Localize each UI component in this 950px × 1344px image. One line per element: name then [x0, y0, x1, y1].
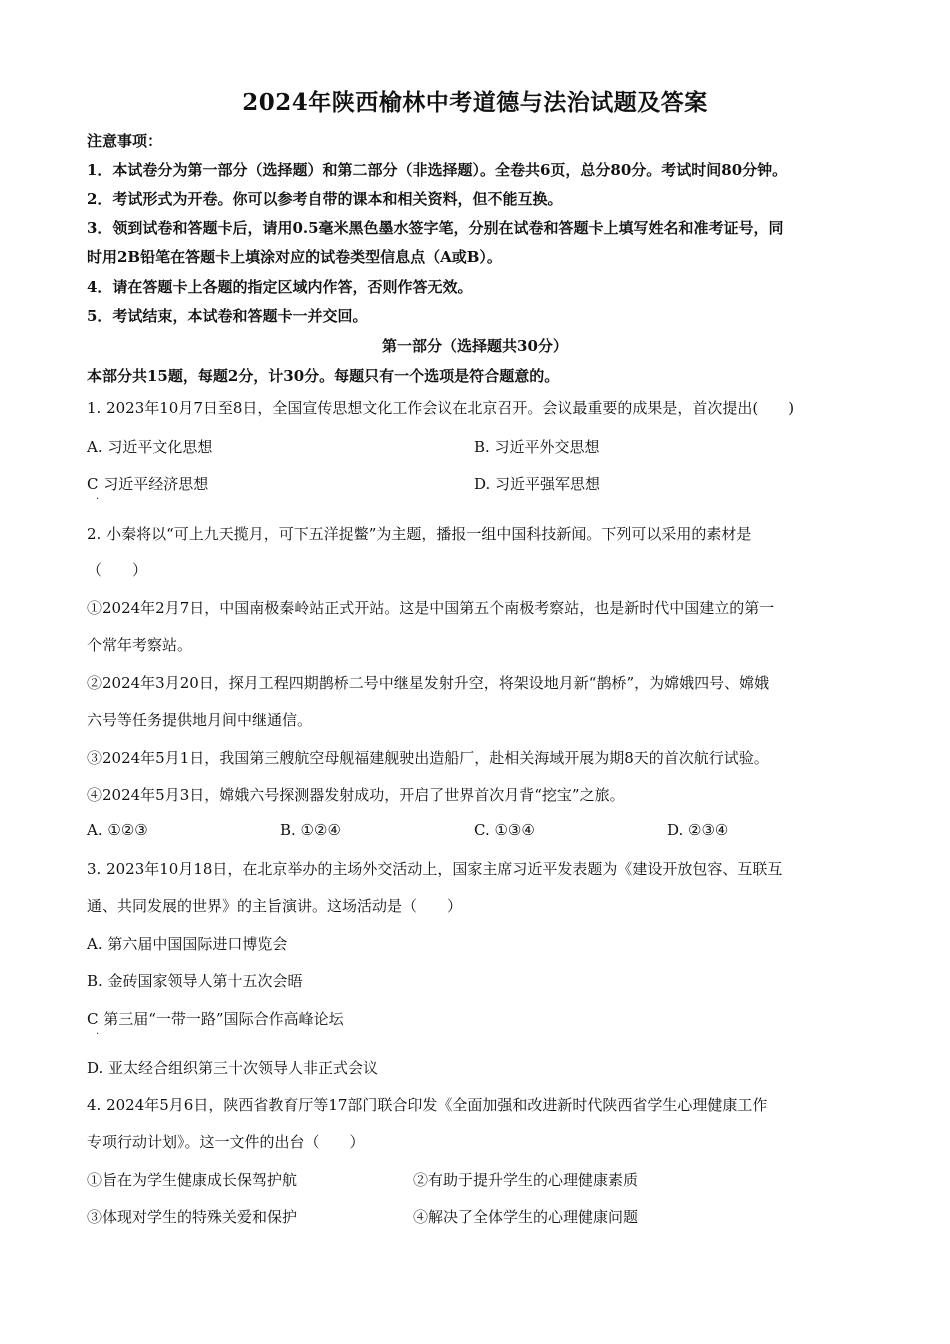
q3-stem-cont: 通、共同发展的世界》的主旨演讲。这场活动是（ ）	[87, 897, 463, 915]
stray-dot: .	[96, 491, 100, 502]
note-item-5: 5．考试结束，本试卷和答题卡一并交回。	[87, 307, 368, 325]
note-item-2: 2．考试形式为开卷。你可以参考自带的课本和相关资料，但不能互换。	[87, 190, 563, 208]
q1-option-b: B. 习近平外交思想	[474, 438, 600, 456]
q2-material-4: ④2024年5月3日，嫦娥六号探测器发射成功，开启了世界首次月背“挖宝”之旅。	[87, 786, 625, 804]
q2-stem: 2. 小秦将以“可上九天揽月，可下五洋捉鳖”为主题，播报一组中国科技新闻。下列可以采用的素材是	[87, 525, 752, 543]
q3-stem: 3. 2023年10月18日，在北京举办的主场外交活动上，国家主席习近平发表题为《建设开放包容、互联互	[87, 860, 783, 878]
notes-heading: 注意事项：	[87, 132, 163, 150]
part1-instruction: 本部分共15题，每题2分，计30分。每题只有一个选项是符合题意的。	[87, 367, 560, 385]
q1-option-a: A. 习近平文化思想	[87, 438, 213, 456]
q2-option-d: D. ②③④	[667, 821, 729, 839]
note-item-1: 1．本试卷分为第一部分（选择题）和第二部分（非选择题）。全卷共6页，总分80分。考试时间80分钟。	[87, 161, 788, 179]
q4-option-3: ③体现对学生的特殊关爱和保护	[87, 1208, 298, 1226]
q3-option-d: D. 亚太经合组织第三十次领导人非正式会议	[87, 1059, 379, 1077]
q2-stem-cont: （ ）	[87, 561, 148, 579]
q2-option-a: A. ①②③	[87, 821, 148, 839]
part1-heading: 第一部分（选择题共30分）	[382, 337, 568, 355]
q2-material-1: ①2024年2月7日，中国南极秦岭站正式开站。这是中国第五个南极考察站，也是新时代中国建立的第一	[87, 599, 775, 617]
q1-option-d: D. 习近平强军思想	[474, 475, 601, 493]
q1-option-c: C 习近平经济思想	[87, 475, 209, 493]
q4-option-1: ①旨在为学生健康成长保驾护航	[87, 1171, 298, 1189]
note-item-4: 4．请在答题卡上各题的指定区域内作答，否则作答无效。	[87, 278, 473, 296]
stray-dot: .	[96, 1026, 100, 1037]
page-title: 2024年陕西榆林中考道德与法治试题及答案	[242, 89, 708, 116]
q2-material-2-cont: 六号等任务提供地月间中继通信。	[87, 711, 313, 729]
q4-option-4: ④解决了全体学生的心理健康问题	[413, 1208, 639, 1226]
q2-material-1-cont: 个常年考察站。	[87, 636, 193, 654]
q2-material-3: ③2024年5月1日，我国第三艘航空母舰福建舰驶出造船厂，赴相关海域开展为期8天的首次航行试验。	[87, 749, 769, 767]
q1-stem: 1. 2023年10月7日至8日，全国宣传思想文化工作会议在北京召开。会议最重要的成果是，首次提出( )	[87, 399, 795, 417]
q2-option-b: B. ①②④	[280, 821, 341, 839]
q3-option-a: A. 第六届中国国际进口博览会	[87, 935, 288, 953]
q3-option-b: B. 金砖国家领导人第十五次会晤	[87, 972, 303, 990]
note-item-3-cont: 时用2B铅笔在答题卡上填涂对应的试卷类型信息点（A或B）。	[87, 248, 502, 266]
q2-option-c: C. ①③④	[474, 821, 535, 839]
q3-option-c: C 第三届“一带一路”国际合作高峰论坛	[87, 1010, 344, 1028]
q2-material-2: ②2024年3月20日，探月工程四期鹊桥二号中继星发射升空，将架设地月新“鹊桥”，为嫦娥四号、嫦娥	[87, 674, 770, 692]
q4-option-2: ②有助于提升学生的心理健康素质	[413, 1171, 639, 1189]
q4-stem: 4. 2024年5月6日，陕西省教育厅等17部门联合印发《全面加强和改进新时代陕西省学生心理健康工作	[87, 1096, 768, 1114]
note-item-3: 3．领到试卷和答题卡后，请用0.5毫米黑色墨水签字笔，分别在试卷和答题卡上填写姓名和准考证号，同	[87, 219, 784, 237]
q4-stem-cont: 专项行动计划》。这一文件的出台（ ）	[87, 1133, 365, 1151]
